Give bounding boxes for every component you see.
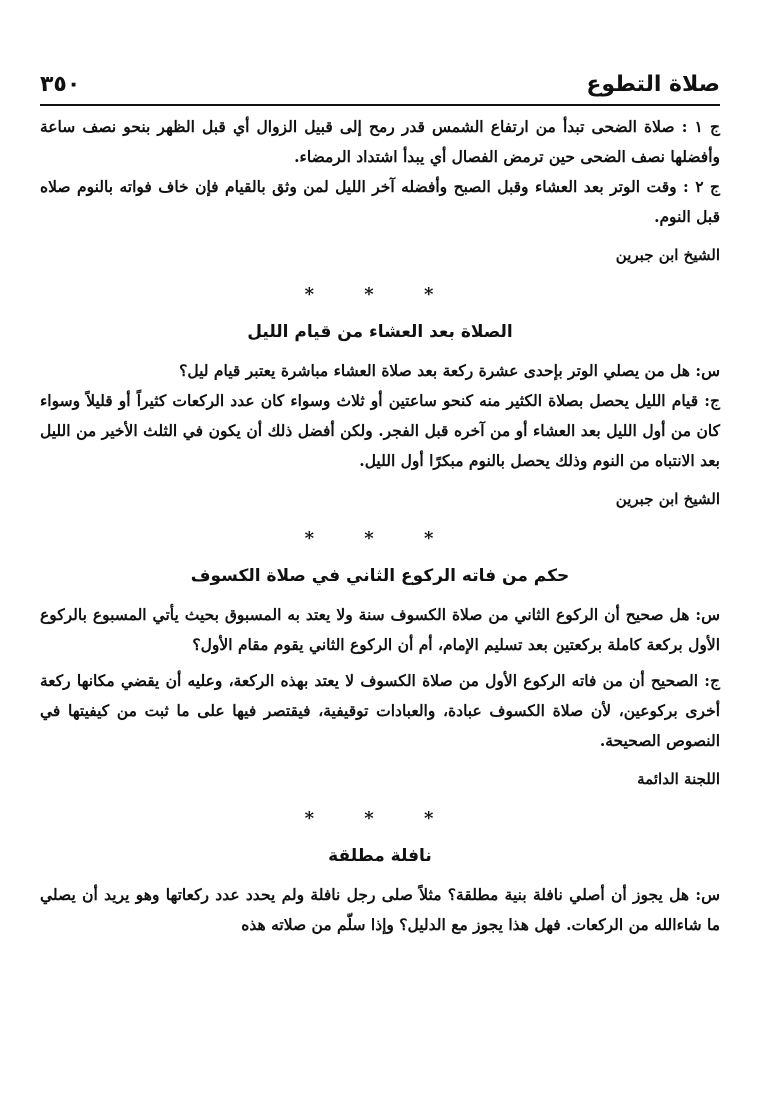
separator-1: * * *: [304, 284, 456, 305]
section-title-eclipse: حكم من فاته الركوع الثاني في صلاة الكسوف: [190, 566, 570, 586]
section-title-voluntary-prayer: نافلة مطلقة: [328, 846, 432, 866]
answer-night-prayer: ج: قيام الليل يحصل بصلاة الكثير منه كنحو ساعتين أو ثلاث وسواء كان عدد الركعات كثيراً أو قليلاً وسواء كان من أول الليل بعد العشاء أو من آخره قبل الفجر. ولكن أفضل ذلك أن يكون في الثلث الأخير من الليل بعد الانتباه من النوم وذلك يحصل بالنوم مبكرًا أول الليل.: [40, 391, 721, 470]
separator-2: * * *: [304, 528, 456, 549]
separator-3: * * *: [304, 808, 456, 829]
book-page: [40, 70, 720, 1080]
section-title-night-prayer: الصلاة بعد العشاء من قيام الليل: [247, 322, 513, 342]
page-header: [40, 70, 720, 106]
question-4: س: هل يجوز أن أصلي نافلة بنية مطلقة؟ مثلاً صلى رجل نافلة ولم يحدد عدد ركعاتها وهو يريد أن يصلي ما شاءالله من الركعات. فهل هذا يجوز مع الدليل؟ وإذا سلّم من صلاته هذه: [40, 885, 720, 934]
attribution-2: الشيخ ابن جبرين: [615, 490, 720, 508]
page-number: ٣٥٠: [40, 72, 81, 97]
question-2: س: هل من يصلي الوتر بإحدى عشرة ركعة بعد صلاة العشاء مباشرة يعتبر قيام ليل؟: [179, 361, 720, 380]
answer-eclipse: ج: الصحيح أن من فاته الركوع الأول من صلاة الكسوف لا يعتد بهذه الركعة، وعليه أن يقضي مكانها ركعة أخرى بركوعين، لأن صلاة الكسوف عبادة، والعبادات توقيفية، فيقتصر فيها على ما ثبت من كيفيتها في النصوص الصحيحة.: [40, 671, 720, 750]
chapter-title: صلاة التطوع: [586, 72, 720, 97]
attribution-1: الشيخ ابن جبرين: [615, 246, 720, 264]
attribution-3: اللجنة الدائمة: [637, 770, 720, 788]
question-3: س: هل صحيح أن الركوع الثاني من صلاة الكسوف سنة ولا يعتد به المسبوق بحيث يأتي المسبوع بالركوع الأول بركعة كاملة بركعتين بعد تسليم الإمام، أم أن الركوع الثاني يقوم مقام الأول؟: [40, 605, 720, 654]
answer-1: ج ١ : صلاة الضحى تبدأ من ارتفاع الشمس قدر رمح إلى قبيل الزوال أي قبل الظهر بنحو نصف ساعة وأفضلها نصف الضحى حين ترمض الفصال أي يبدأ اشتداد الرمضاء.: [40, 117, 721, 166]
answer-2: ج ٢ : وقت الوتر بعد العشاء وقبل الصبح وأفضله آخر الليل لمن وثق بالقيام فإن خاف فواته بالنوم صلاه قبل النوم.: [40, 177, 720, 226]
